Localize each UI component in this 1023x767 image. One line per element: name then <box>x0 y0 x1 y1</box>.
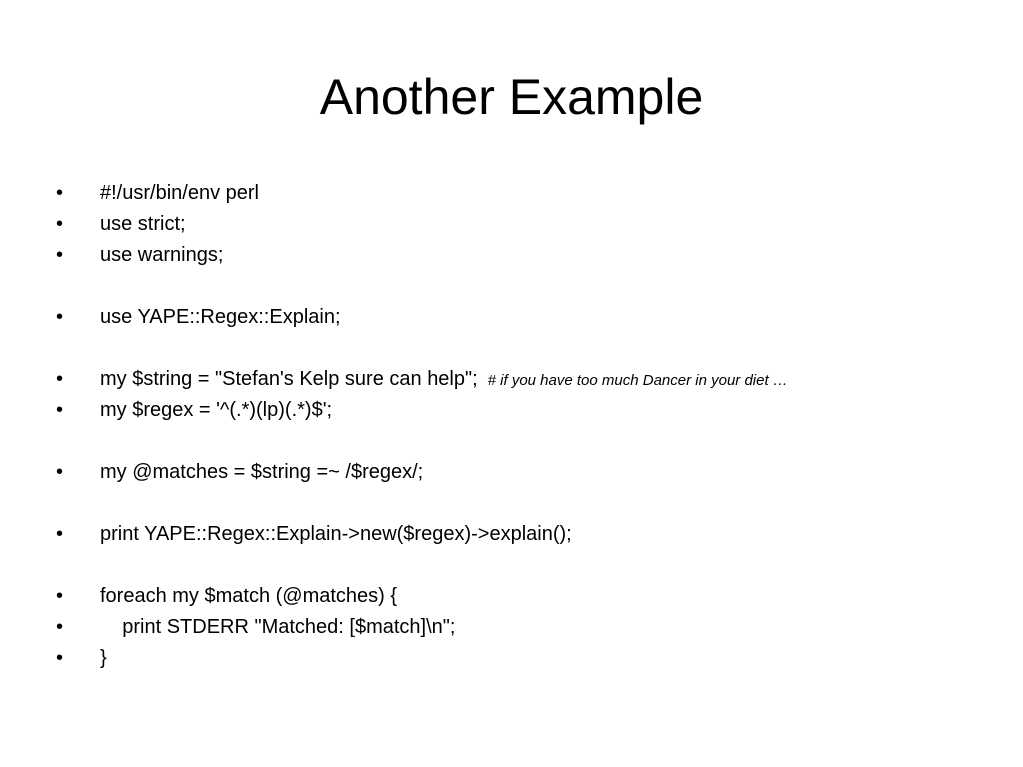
bullet-point-icon: • <box>56 182 64 204</box>
code-line: my $string = "Stefan's Kelp sure can help"; <box>100 368 478 390</box>
bullet-item <box>56 612 996 643</box>
code-line: print STDERR "Matched: [$match]\n"; <box>100 616 456 638</box>
bullet-point-icon: • <box>56 306 64 328</box>
bullet-item <box>56 643 996 674</box>
bullet-point-icon: • <box>56 523 64 545</box>
bullet-item <box>56 178 996 209</box>
bullet-list <box>56 178 996 674</box>
code-line: my $regex = '^(.*)(lp)(.*)$'; <box>100 399 333 421</box>
code-line: #!/usr/bin/env perl <box>100 182 259 204</box>
code-line: use YAPE::Regex::Explain; <box>100 306 341 328</box>
blank-line <box>56 550 996 581</box>
bullet-item <box>56 364 996 395</box>
bullet-item <box>56 457 996 488</box>
bullet-item <box>56 302 996 333</box>
code-line: } <box>100 647 107 669</box>
bullet-point-icon: • <box>56 399 64 421</box>
blank-line <box>56 488 996 519</box>
bullet-point-icon: • <box>56 461 64 483</box>
code-line: foreach my $match (@matches) { <box>100 585 398 607</box>
code-line: use warnings; <box>100 244 224 266</box>
blank-line <box>56 333 996 364</box>
bullet-point-icon: • <box>56 213 64 235</box>
bullet-point-icon: • <box>56 647 64 669</box>
bullet-item <box>56 240 996 271</box>
code-line: my @matches = $string =~ /$regex/; <box>100 461 424 483</box>
bullet-item <box>56 519 996 550</box>
bullet-item <box>56 209 996 240</box>
bullet-item <box>56 395 996 426</box>
bullet-point-icon: • <box>56 244 64 266</box>
blank-line <box>56 271 996 302</box>
code-line: print YAPE::Regex::Explain->new($regex)->explain(); <box>100 523 572 545</box>
code-comment: # if you have too much Dancer in your diet … <box>487 372 788 389</box>
blank-line <box>56 426 996 457</box>
bullet-point-icon: • <box>56 585 64 607</box>
bullet-point-icon: • <box>56 368 64 390</box>
bullet-item <box>56 581 996 612</box>
code-line-with-comment <box>100 364 788 396</box>
code-line: use strict; <box>100 213 186 235</box>
slide-title: Another Example <box>319 69 704 125</box>
bullet-point-icon: • <box>56 616 64 638</box>
